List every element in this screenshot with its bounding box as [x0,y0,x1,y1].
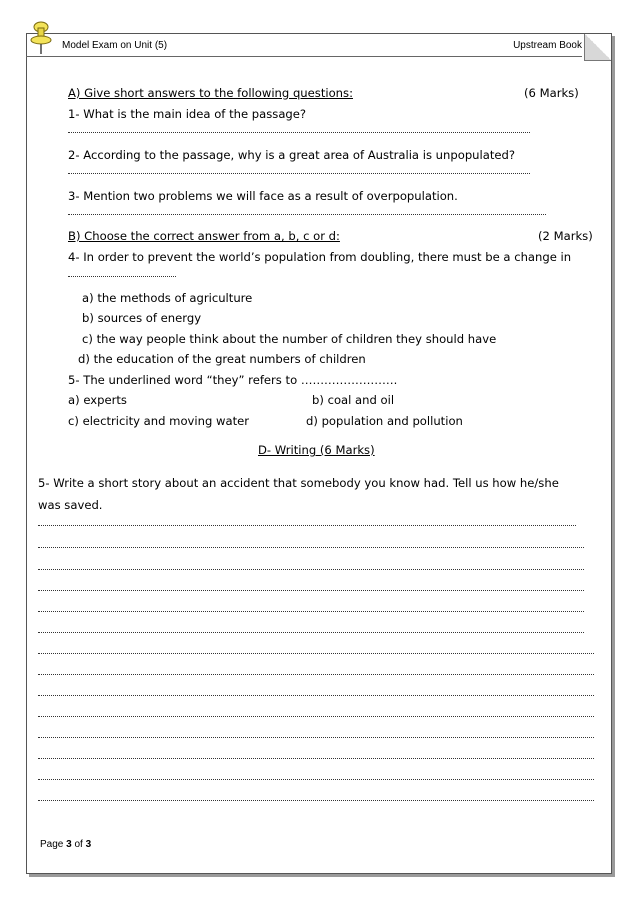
writing-line[interactable] [38,715,594,717]
writing-line[interactable] [38,799,594,801]
page-number [40,839,91,850]
writing-prompt-line-2: was saved. [38,498,103,512]
answer-line-1[interactable] [68,131,530,133]
q5-option-d: d) population and pollution [306,414,463,428]
writing-line[interactable] [38,631,584,633]
writing-line[interactable] [38,546,584,548]
page-of-word: of [74,839,83,850]
q4-option-a: a) the methods of agriculture [82,291,253,305]
answer-blank-4[interactable] [68,275,176,277]
writing-line[interactable] [38,778,594,780]
question-4: 4- In order to prevent the world’s population from doubling, there must be a change in [68,250,572,264]
page-total: 3 [85,839,92,850]
q4-option-b: b) sources of energy [82,311,202,325]
section-b-heading: B) Choose the correct answer from a, b, c or d: [68,229,340,243]
writing-prompt-line-1: 5- Write a short story about an accident that somebody you know had. Tell us how he/she [38,476,559,490]
section-d-heading: D- Writing (6 Marks) [258,443,375,457]
section-b-marks: (2 Marks) [538,229,593,243]
writing-line[interactable] [38,610,584,612]
writing-line[interactable] [38,568,584,570]
section-a-heading: A) Give short answers to the following questions: [68,86,353,100]
writing-line[interactable] [38,589,584,591]
q5-option-b: b) coal and oil [312,393,395,407]
writing-line[interactable] [38,524,576,526]
pushpin-icon [28,20,54,56]
writing-line[interactable] [38,736,594,738]
writing-line[interactable] [38,673,594,675]
writing-line[interactable] [38,694,594,696]
page-word: Page [40,839,64,850]
writing-line[interactable] [38,757,594,759]
q4-option-d: d) the education of the great numbers of children [78,352,366,366]
question-3: 3- Mention two problems we will face as a result of overpopulation. [68,189,458,203]
q4-option-c: c) the way people think about the number of children they should have [82,332,497,346]
header-book: Upstream Book [513,40,582,51]
question-2: 2- According to the passage, why is a great area of Australia is unpopulated? [68,148,516,162]
answer-line-3[interactable] [68,213,546,215]
answer-line-2[interactable] [68,172,530,174]
page-current: 3 [66,839,72,850]
writing-line[interactable] [38,652,594,654]
header-title: Model Exam on Unit (5) [62,40,168,51]
section-a-marks: (6 Marks) [524,86,579,100]
q5-option-a: a) experts [68,393,127,407]
page-fold-corner [584,34,611,61]
header-divider [26,56,582,57]
question-1: 1- What is the main idea of the passage? [68,107,307,121]
q5-option-c: c) electricity and moving water [68,414,250,428]
question-5: 5- The underlined word “they” refers to ……………………. [68,373,398,387]
